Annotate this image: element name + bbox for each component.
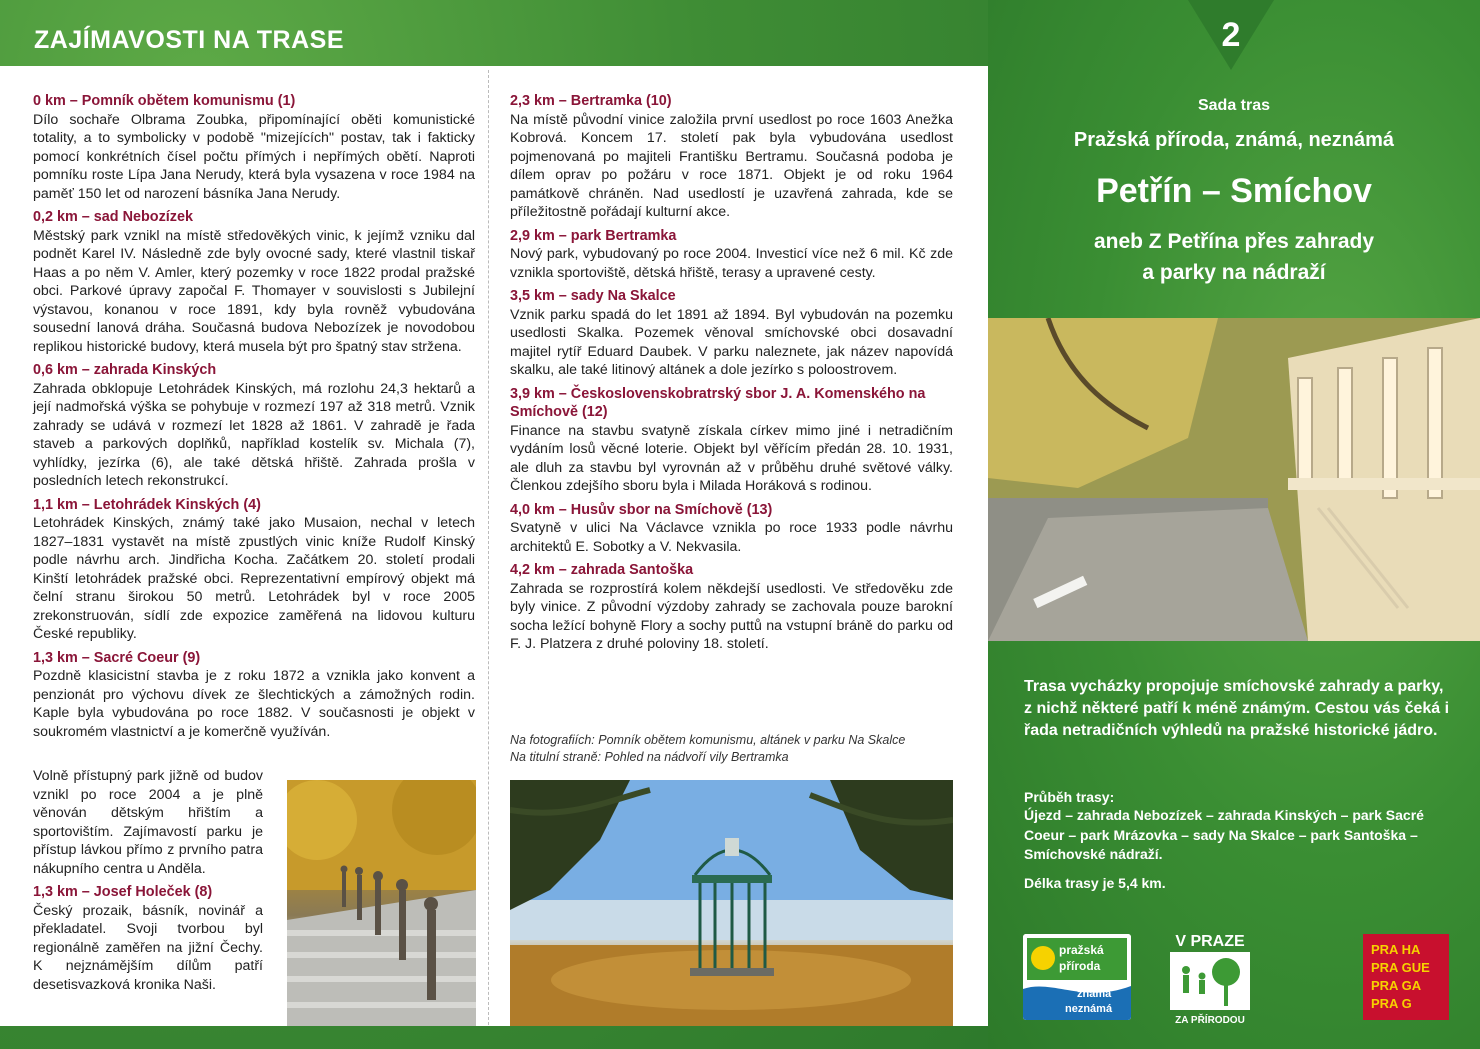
poi-text: Letohrádek Kinských, známý také jako Musaion, nechal v letech 1827–1831 vystavět na místě zpustlých vinic kníže Rudolf Kinský podle návrhu arch. Jindřicha Kocha. Začátkem 20. století prodali Kinští letohrádek pražské obci. Reprezentativní empírový objekt má čelní stranu širokou 50 metrů. Letohrádek byl v roce 2005 zrekonstruován, sídlí zde expozice zaměřená na lidovou kulturu České republiky.: [33, 515, 475, 642]
poi-entry: [33, 92, 475, 203]
photo-caption: [510, 732, 960, 766]
left-narrow-column: [33, 767, 263, 999]
poi-entry: [510, 385, 953, 496]
poi-heading: 1,3 km – Sacré Coeur (9): [33, 649, 201, 666]
middle-column: [510, 92, 953, 659]
poi-heading: 1,1 km – Letohrádek Kinských (4): [33, 496, 261, 513]
left-column: [33, 92, 475, 746]
poi-text: Finance na stavbu svatyně získala církev mimo jiné i netradičním vydáním losů věcné loterie. Objekt byl věřícím předán 28. 10. 1931, ale dluh za stavbu byl vyrovnán až v průběhu druhé světové války. Členkou zdejšího sboru byla i Milada Horáková s rodinou.: [510, 422, 953, 494]
poi-heading: 2,3 km – Bertramka (10): [510, 93, 672, 109]
series-name: Pražská příroda, známá, neznámá: [1073, 129, 1395, 151]
photo-bertramka: [988, 318, 1480, 641]
route-intro: Trasa vycházky propojuje smíchovské zahrady a parky, z nichž některé patří k méně známým. Cestou vás čeká i řada netradičních výhledů na pražské historické jádro.: [1024, 678, 1450, 739]
poi-text: Zahrada obklopuje Letohrádek Kinských, má rozlohu 24,3 hektarů a její nadmořská výška se pohybuje v rozmezí 197 až 318 metrů. Vznik zahrady se udává v rozmezí let 1828 až 1861. V zahradě je řada staveb a parkových doplňků, například kostelík sv. Michala (7), vyhlídky, jezírka (6), ale také dětská hřiště. Zahrada prošla v posledních letech rekonstrukcí.: [33, 380, 475, 489]
logo-text: ZA PŘÍRODOU: [1175, 1015, 1245, 1025]
logo-text: PRA GA: [1371, 978, 1422, 993]
poi-entry: [510, 92, 953, 222]
logo-text: V PRAZE: [1175, 933, 1245, 950]
logo-text: neznámá: [1065, 1003, 1113, 1015]
poi-text: Nový park, vybudovaný po roce 2004. Investicí více než 6 mil. Kč zde vznikla sportoviště, dětská hřiště, terasy a upravené cesty.: [510, 246, 953, 281]
poi-entry: [33, 208, 475, 356]
poi-heading: 2,9 km – park Bertramka: [510, 227, 677, 244]
fold-line: [488, 70, 489, 1025]
poi-entry: [510, 227, 953, 283]
caption-line: Na fotografiích: Pomník obětem komunismu, altánek v parku Na Skalce: [510, 733, 906, 747]
prazska-priroda-logo: [1023, 934, 1131, 1020]
route-title: Petřín – Smíchov: [1096, 172, 1372, 210]
logo-text: PRA G: [1371, 996, 1412, 1011]
poi-heading: 4,2 km – zahrada Santoška: [510, 562, 694, 578]
v-praze-za-prirodou-logo: [1166, 930, 1254, 1025]
photo-memorial: [287, 780, 476, 1026]
poi-text: Na místě původní vinice založila první usedlost po roce 1603 Anežka Kobrová. Koncem 17. století pak byla vybudována usedlost pojmenovaná po majiteli Františku Bertramu. Současná podoba je dílem oprav po požáru v roce 1871. Objekt je od roku 1964 památkově chráněn. Nad usedlostí je uzavřená zahrada, kde se příležitostně pořádají kulturní akce.: [510, 111, 953, 220]
poi-text: Vznik parku spadá do let 1891 až 1894. Byl vybudován na pozemku usedlosti Skalka. Pozemek věnoval smíchovské obci dosavadní majitel rytíř Eduard Daubek. V parku naleznete, jak název napovídá skalku, ale také litinový altánek a dole jezírko s poloostrovem.: [510, 306, 953, 378]
caption-line: Na titulní straně: Pohled na nádvoří vily Bertramka: [510, 750, 789, 764]
poi-heading: 3,5 km – sady Na Skalce: [510, 288, 676, 304]
poi-entry: [510, 287, 953, 380]
logo-text: PRA GUE: [1371, 960, 1430, 975]
poi-entry: [510, 501, 953, 557]
route-subtitle: aneb Z Petřína přes zahrady: [1093, 230, 1375, 253]
route-stops: Újezd – zahrada Nebozízek – zahrada Kinských – park Sacré Coeur – park Mrázovka – sady Na Skalce – park Santoška – Smíchovské nádraží.: [1024, 807, 1424, 862]
photo-gazebo: [510, 780, 953, 1026]
route-number: 2: [1221, 16, 1241, 54]
poi-heading: 4,0 km – Husův sbor na Smíchově (13): [510, 501, 773, 518]
poi-entry: [33, 496, 475, 644]
route-length: Délka trasy je 5,4 km.: [1024, 875, 1166, 891]
logo-text: známá: [1077, 988, 1112, 1000]
poi-text: Dílo sochaře Olbrama Zoubka, připomínající oběti komunistické totality, a to symbolicky v podobě "mizejících" postav, tak i fakticky pomocí konkrétních čísel počtu přímých i nepřímých obětí. Naproti pomníku roste Lípa Jana Nerudy, která byla vysazena v roce 1984 na paměť 150 let od narození básníka Jana Nerudy.: [33, 111, 475, 202]
poi-text: Volně přístupný park jižně od budov vznikl po roce 2004 a je plně věnován dětským hřištím a sportovištím. Zajímavostí parku je přístup lávkou přímo z prvního patra nákupního centra u Anděla.: [33, 768, 263, 877]
logo-text: příroda: [1059, 959, 1101, 973]
poi-text: Pozdně klasicistní stavba je z roku 1872 a vznikla jako konvent a penzionát pro výchovu dívek ze šlechtických a zámožných rodin. Kaple byla vybudována po roce 1882. V současnosti je objekt v soukromém vlastnictví a je komerčně využíván.: [33, 668, 475, 740]
poi-entry: [33, 361, 475, 491]
poi-text: Svatyně v ulici Na Václavce vznikla po roce 1933 podle návrhu architektů E. Sobotky a V. Nekvasila.: [510, 520, 953, 555]
poi-text: Městský park vznikl na místě středověkých vinic, k jejímž vzniku dal podnět Karel IV. Následně zde byly ovocné sady, které vlastnil tiskař Haas a po něm V. Amler, který pozemky v roce 1822 prodal pražské obci. Parkové úpravy započal F. Thomayer v souvislosti s Jubilejní výstavou, konanou v roce 1891, kdy byla rovněž vybudována sousední lanová dráha. Současná budova Nebozízek je novodobou replikou historické budovy, která musela být pro špatný stav stržena.: [33, 227, 475, 355]
section-title: ZAJÍMAVOSTI NA TRASE: [34, 26, 345, 54]
poi-heading: 3,9 km – Československobratrský sbor J. A. Komenského na Smíchově (12): [510, 385, 926, 420]
poi-heading: 0,6 km – zahrada Kinských: [33, 362, 217, 378]
series-label: Sada tras: [1197, 97, 1271, 114]
poi-heading: 0 km – Pomník obětem komunismu (1): [33, 93, 296, 109]
poi-text: Český prozaik, básník, novinář a překladatel. Svoji tvorbou byl regionálně zaměřen na jižní Čechy. K nejznámějším dílům patří desetisvazková kronika Naši.: [33, 902, 263, 993]
poi-heading: 1,3 km – Josef Holeček (8): [33, 884, 213, 900]
prague-logo: [1363, 934, 1449, 1020]
logo-text: PRA HA: [1371, 942, 1421, 957]
route-heading: Průběh trasy:: [1024, 789, 1115, 805]
logo-text: pražská: [1059, 943, 1104, 957]
poi-heading: 0,2 km – sad Nebozízek: [33, 209, 193, 225]
route-subtitle: a parky na nádraží: [1142, 261, 1326, 284]
poi-text: Zahrada se rozprostírá kolem někdejší usedlosti. Ve středověku zde byly vinice. Z původní výzdoby zahrady se zachovala pouze barokní socha ležící bohyně Flory a sochy puttů na vstupní bráně do parku od F. J. Platzera z druhé poloviny 18. století.: [510, 580, 953, 652]
poi-entry: [33, 649, 475, 742]
poi-entry: [510, 561, 953, 654]
